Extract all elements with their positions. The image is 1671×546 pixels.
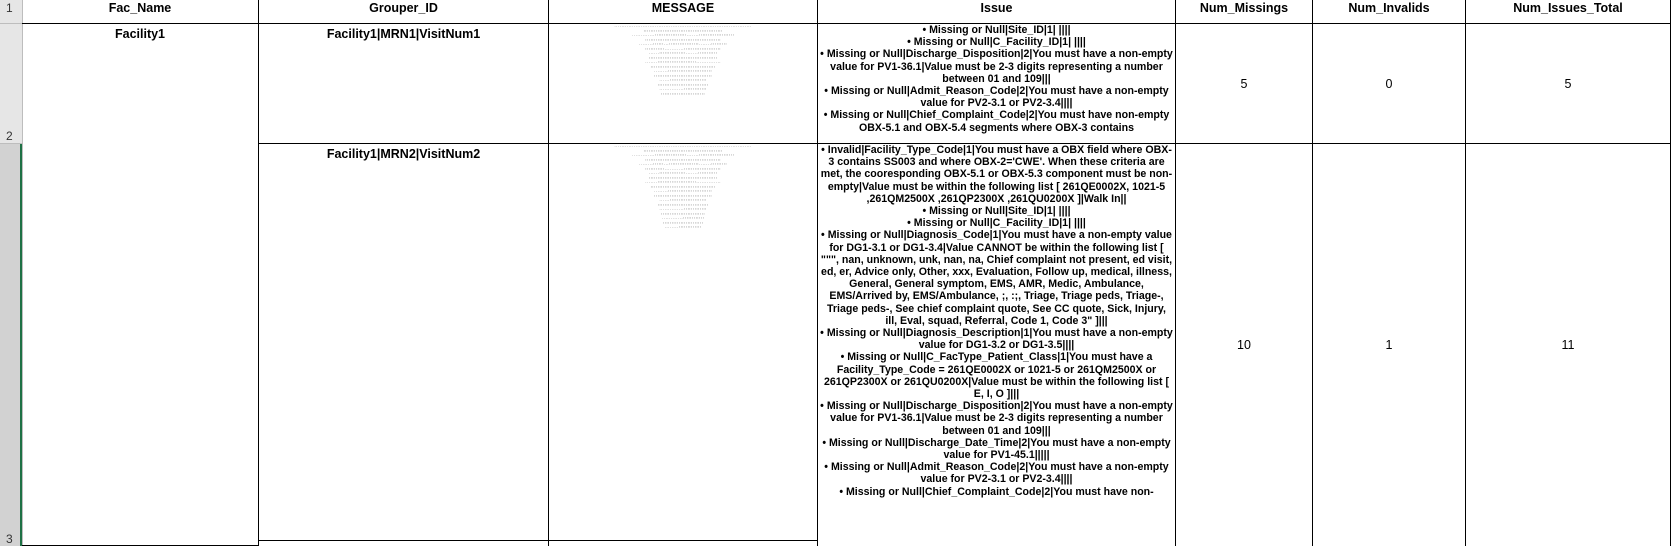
issue-line: • Missing or Null|Diagnosis_Description|1|You must have a non-empty value for DG1-3.2 or DG1-3.5|||| <box>820 327 1173 352</box>
message-line: .............................................................................. <box>614 25 752 28</box>
message-line: ......:::::::::::::::.......::::::::::: <box>648 52 718 55</box>
message-line: ..............::::::::::::: <box>659 88 707 91</box>
cell-message[interactable] <box>549 144 818 541</box>
issue-line: • Missing or Null|Admit_Reason_Code|2|You must have a non-empty value for PV2-3.1 or PV2-3.4|||| <box>824 85 1169 110</box>
message-line: ........::::::::::::::::::::::::: <box>653 190 713 193</box>
cell-num-missings[interactable] <box>1176 24 1313 144</box>
cell-value: 10 <box>1237 338 1251 352</box>
message-line: .............::::::::::::::::::.......:::::::::::::::::::: <box>631 34 735 37</box>
row-number: 1 <box>6 1 13 15</box>
cell-grouper-id[interactable] <box>259 144 549 541</box>
message-line: :::::::::::...........::::::::::::::::::::: <box>645 47 721 51</box>
message-line: ............:::::::::::: <box>661 217 705 220</box>
message-line: ::::::::::::::::::::::::::::: <box>657 83 709 87</box>
message-line: ......::::::::::::::::::::: <box>659 79 707 82</box>
issue-line: • Missing or Null|Discharge_Disposition|2|You must have a non-empty value for PV1-36.1|Value must be 2-3 digits representing a number between 01 and 109||| <box>820 48 1173 85</box>
issue-line: • Missing or Null|Chief_Complaint_Code|2|You must have non-empty OBX-5.1 and OBX-5.4 segments where OBX-3 contains <box>823 109 1170 134</box>
cell-value: 11 <box>1561 338 1575 352</box>
row-header-2[interactable] <box>0 24 22 144</box>
issue-line: • Missing or Null|C_Facility_ID|1| |||| <box>907 36 1086 49</box>
column-header-fac-name[interactable] <box>22 0 259 24</box>
cell-text: Facility1|MRN2|VisitNum2 <box>326 147 481 161</box>
issue-line: • Missing or Null|C_Facility_ID|1| |||| <box>907 217 1086 230</box>
cell-num-issues-total[interactable] <box>1466 144 1671 546</box>
cell-num-issues-total[interactable] <box>1466 24 1671 144</box>
message-line: .......::::::::::::::::::::::.............. <box>645 61 721 64</box>
issue-line: • Missing or Null|Site_ID|1| |||| <box>922 24 1071 36</box>
message-line: ::::::::::::::::::::::::::::::::::::::::::: <box>645 158 721 162</box>
message-line: ::::::::::::::::::::::::::::::::::::::::::: <box>645 38 721 42</box>
message-line: ..............::::::::::::: <box>659 208 707 211</box>
column-header-num-missings[interactable] <box>1176 0 1313 24</box>
row-header-1[interactable] <box>0 0 22 24</box>
row-number: 2 <box>6 129 13 143</box>
cell-value: 5 <box>1564 76 1572 91</box>
message-line: ........::::::::::::::::::::::::: <box>653 70 713 73</box>
cell-issue[interactable] <box>818 144 1176 546</box>
next-row-cell[interactable] <box>549 541 818 546</box>
issue-line: • Missing or Null|Admit_Reason_Code|2|You must have a non-empty value for PV2-3.1 or PV2-3.4|||| <box>824 461 1169 486</box>
message-line: ........::::::::::::: <box>664 226 702 229</box>
message-line: ::::::::::::::::::::::::::::::::::::::: <box>648 56 718 60</box>
next-row-cell[interactable] <box>259 541 549 546</box>
column-header-message[interactable] <box>549 0 818 24</box>
issue-line: • Missing or Null|Diagnosis_Code|1|You must have a non-empty value for DG1-3.1 or DG1-3.4|Value CANNOT be within the following list [ """, nan, unknown, unk, nan, na, Chief complaint not present, ed visit, ed, er, Advice only, Other, xxx, Evaluation, Follow up, medical, illness, General, General symptom, EMS, AMR, Medic, Ambulance, EMS/Arrived by, EMS/Ambulance, ;, :;, Triage, Triage peds, Triage-, Triage peds-, See chief complaint quote, See CC quote, Sick, Injury, ill, Eval, squad, Referral, Code 1, Code 3" ]||| <box>820 229 1173 327</box>
cell-num-missings[interactable] <box>1176 144 1313 546</box>
cell-text: Facility1|MRN1|VisitNum1 <box>326 27 481 41</box>
issue-line: • Missing or Null|Discharge_Date_Time|2|You must have a non-empty value for PV1-45.1||||| <box>822 436 1171 462</box>
issue-line: • Missing or Null|Discharge_Disposition|2|You must have a non-empty value for PV1-36.1|Value must be 2-3 digits representing a number between 01 and 109||| <box>820 400 1173 437</box>
message-line: ........::::::...:::::::::::::::::.......::::::::: <box>638 43 728 46</box>
header-label: Num_Missings <box>1199 1 1289 15</box>
column-header-grouper-id[interactable] <box>259 0 549 24</box>
issue-line: • Missing or Null|Chief_Complaint_Code|2|You must have non- <box>839 485 1154 498</box>
message-line: ::::::::::::::::::::::::: <box>660 212 706 216</box>
row-header-3[interactable] <box>0 144 22 546</box>
row-number: 3 <box>6 532 13 546</box>
message-line: .......::::::::::::::::::::::.............. <box>645 181 721 184</box>
header-label: Num_Issues_Total <box>1513 1 1623 15</box>
message-line: ::::::::::::::::::::::::::::::::::::::::::::: <box>643 149 723 153</box>
cell-text: Facility1 <box>114 27 166 41</box>
message-line: ::::::::::::::::::::::::::::::::::::: <box>650 65 716 69</box>
cell-value: 1 <box>1385 338 1393 352</box>
header-label: Grouper_ID <box>369 1 438 15</box>
cell-value: 0 <box>1385 76 1393 91</box>
header-label: Fac_Name <box>108 1 172 15</box>
column-header-issue[interactable] <box>818 0 1176 24</box>
message-line: ::::::::::::::::::::::::: <box>660 92 706 96</box>
message-line: ::::::::::::::::::::::::::::::::::::: <box>650 185 716 189</box>
message-line: .............................................................................. <box>614 145 752 148</box>
header-label: Num_Invalids <box>1348 1 1430 15</box>
message-line: ::::::::::::::::::::::::::::::::: <box>653 194 713 198</box>
cell-num-invalids[interactable] <box>1313 24 1466 144</box>
message-line: ::::::::::::::::::::::::::::::::::::::: <box>648 176 718 180</box>
message-line: ........::::::...:::::::::::::::::.......::::::::: <box>638 163 728 166</box>
cell-issue[interactable] <box>818 24 1176 144</box>
column-header-num-issues-total[interactable] <box>1466 0 1671 24</box>
issue-line: • Missing or Null|Site_ID|1| |||| <box>922 205 1071 218</box>
message-line: .............::::::::::::::::::.......:::::::::::::::::::: <box>631 154 735 157</box>
header-label: MESSAGE <box>651 1 715 15</box>
cell-value: 5 <box>1240 76 1248 91</box>
message-line: ::::::::::::::::::::::: <box>662 221 704 225</box>
message-line: ......::::::::::::::::::::: <box>659 199 707 202</box>
message-line: ::::::::::::::::::::::::::::::::::::::::::::: <box>643 29 723 33</box>
issue-line: • Invalid|Facility_Type_Code|1|You must have a OBX field where OBX-3 contains SS003 and where OBX-2='CWE'. When these criteria are met, the cooresponding OBX-5.1 or OBX-5.3 component must be non-empty|Value must be within the following list [ 261QE0002X, 1021-5 ,261QM2500X ,261QP2300X ,261QU0200X ]|Walk In|| <box>820 144 1173 205</box>
issue-line: • Missing or Null|C_FacType_Patient_Class|1|You must have a Facility_Type_Code = 261QE0002X or 1021-5 or 261QM2500X or 261QP2300X or 261QU0200X|Value must be within the following list [ E, I, O ]||| <box>823 351 1169 401</box>
cell-message[interactable] <box>549 24 818 144</box>
message-line: ::::::::::::::::::::::::::::::::: <box>653 74 713 78</box>
column-header-num-invalids[interactable] <box>1313 0 1466 24</box>
cell-fac-name[interactable] <box>22 144 259 546</box>
message-line: :::::::::::...........::::::::::::::::::::: <box>645 167 721 171</box>
cell-num-invalids[interactable] <box>1313 144 1466 546</box>
cell-fac-name[interactable] <box>22 24 259 144</box>
message-line: ......:::::::::::::::.......::::::::::: <box>648 172 718 175</box>
header-label: Issue <box>980 1 1013 15</box>
cell-grouper-id[interactable] <box>259 24 549 144</box>
message-line: ::::::::::::::::::::::::::::: <box>657 203 709 207</box>
